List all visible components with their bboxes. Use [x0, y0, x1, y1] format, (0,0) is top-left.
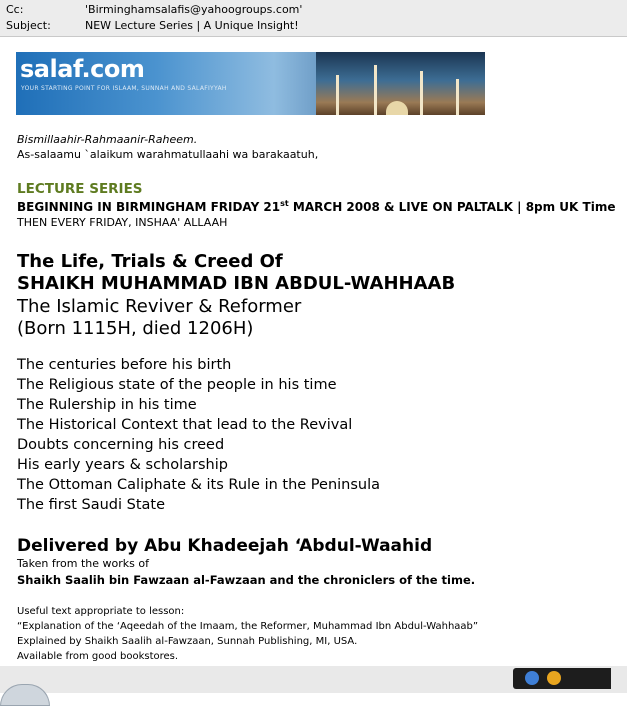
- schedule-line: BEGINNING IN BIRMINGHAM FRIDAY 21st MARCH 2008 & LIVE ON PALTALK | 8pm UK Time: [17, 199, 616, 214]
- lecture-dates: (Born 1115H, died 1206H): [17, 318, 254, 339]
- email-header: [0, 0, 627, 37]
- taken-from: Taken from the works of: [17, 557, 149, 570]
- lecture-title-line1: The Life, Trials & Creed Of: [17, 251, 283, 272]
- then-every-friday: THEN EVERY FRIDAY, INSHAA' ALLAAH: [17, 216, 228, 229]
- salaf-banner[interactable]: [16, 52, 485, 115]
- topic-item: The Rulership in his time: [17, 397, 197, 413]
- topic-item: The first Saudi State: [17, 497, 166, 513]
- subject-label: Subject:: [6, 19, 51, 32]
- dome: [386, 101, 408, 115]
- series-heading: LECTURE SERIES: [17, 181, 143, 197]
- delivered-by: Delivered by Abu Khadeejah ‘Abdul-Waahid: [17, 536, 433, 556]
- useful-text-availability: Available from good bookstores.: [17, 651, 179, 662]
- system-tray: [513, 668, 611, 689]
- taskbar: [0, 666, 627, 693]
- messenger-icon[interactable]: [525, 671, 539, 685]
- subject-field[interactable]: NEW Lecture Series | A Unique Insight!: [85, 19, 299, 32]
- cc-label: Cc:: [6, 3, 24, 16]
- topic-item: Doubts concerning his creed: [17, 437, 225, 453]
- scholars-line: Shaikh Saalih bin Fawzaan al-Fawzaan and the chroniclers of the time.: [17, 573, 476, 587]
- minaret: [336, 75, 339, 115]
- salaf-logo: salaf.com: [20, 55, 145, 83]
- topic-item: The Ottoman Caliphate & its Rule in the Peninsula: [17, 477, 381, 493]
- lecture-title-line2: SHAIKH MUHAMMAD IBN ABDUL-WAHHAAB: [17, 273, 456, 294]
- greeting-bismillah: Bismillaahir-Rahmaanir-Raheem.: [17, 133, 198, 146]
- minaret: [456, 79, 459, 115]
- topic-item: The Historical Context that lead to the Revival: [17, 417, 353, 433]
- cc-field[interactable]: 'Birminghamsalafis@yahoogroups.com': [85, 3, 303, 16]
- useful-text-label: Useful text appropriate to lesson:: [17, 606, 185, 617]
- useful-text-title: “Explanation of the ‘Aqeedah of the Imaam, the Reformer, Muhammad Ibn Abdul-Wahhaab”: [17, 621, 479, 632]
- topic-item: The Religious state of the people in his time: [17, 377, 337, 393]
- topic-item: His early years & scholarship: [17, 457, 228, 473]
- greeting-salaam: As-salaamu `alaikum warahmatullaahi wa barakaatuh,: [17, 148, 319, 161]
- minaret: [374, 65, 377, 115]
- minaret: [420, 71, 423, 115]
- mosque-skyline-image: [316, 52, 485, 115]
- security-icon[interactable]: [547, 671, 561, 685]
- lecture-subtitle: The Islamic Reviver & Reformer: [17, 296, 302, 317]
- topic-item: The centuries before his birth: [17, 357, 232, 373]
- banner-tagline: YOUR STARTING POINT FOR ISLAAM, SUNNAH AND SALAFIYYAH: [21, 85, 227, 92]
- useful-text-author: Explained by Shaikh Saalih al-Fawzaan, Sunnah Publishing, MI, USA.: [17, 636, 358, 647]
